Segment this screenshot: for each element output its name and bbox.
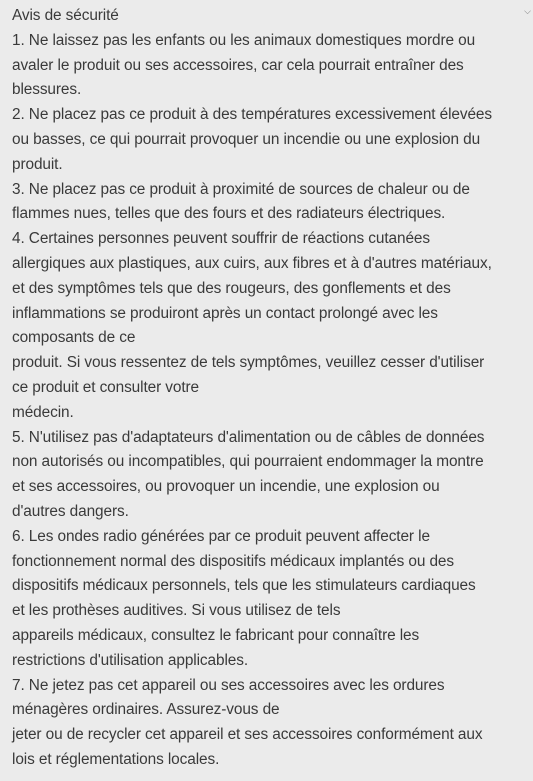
text-line: 7. Ne jetez pas cet appareil ou ses accessoires avec les ordures [12, 676, 445, 694]
text-line: fonctionnement normal des dispositifs médicaux implantés ou des [12, 552, 454, 570]
text-line: et des symptômes tels que des rougeurs, des gonflements et des [12, 279, 451, 297]
text-line: 6. Les ondes radio générées par ce produit peuvent affecter le [12, 527, 430, 545]
text-line: blessures. [12, 81, 82, 99]
text-line: dispositifs médicaux personnels, tels que les stimulateurs cardiaques [12, 577, 476, 595]
text-line: allergiques aux plastiques, aux cuirs, aux fibres et à d'autres matériaux, [12, 254, 492, 272]
text-line: restrictions d'utilisation applicables. [12, 651, 249, 669]
text-line: produit. Si vous ressentez de tels symptômes, veuillez cesser d'utiliser [12, 354, 485, 372]
text-line: d'autres dangers. [12, 502, 129, 520]
text-line: ce produit et consulter votre [12, 378, 200, 396]
text-line: 3. Ne placez pas ce produit à proximité de sources de chaleur ou de [12, 180, 470, 198]
text-line: 2. Ne placez pas ce produit à des températures excessivement élevées [12, 106, 492, 124]
text-line: composants de ce [12, 329, 136, 347]
safety-notice-document [12, 4, 527, 773]
text-line: et les prothèses auditives. Si vous utilisez de tels [12, 602, 341, 620]
text-line: et ses accessoires, ou provoquer un incendie, une explosion ou [12, 478, 440, 496]
document-title: Avis de sécurité [12, 7, 119, 24]
text-line: avaler le produit ou ses accessoires, car cela pourrait entraîner des [12, 56, 464, 74]
text-line: lois et réglementations locales. [12, 750, 220, 768]
text-line: produit. [12, 155, 63, 173]
text-line: appareils médicaux, consultez le fabricant pour connaître les [12, 626, 420, 644]
text-line: inflammations se produiront après un contact prolongé avec les [12, 304, 438, 322]
text-line: ménagères ordinaires. Assurez-vous de [12, 701, 280, 719]
text-line: non autorisés ou incompatibles, qui pourraient endommager la montre [12, 453, 484, 471]
text-line: ou basses, ce qui pourrait provoquer un incendie ou une explosion du [12, 130, 481, 148]
text-line: flammes nues, telles que des fours et des radiateurs électriques. [12, 205, 446, 223]
text-line: 5. N'utilisez pas d'adaptateurs d'alimentation ou de câbles de données [12, 428, 485, 446]
text-line: jeter ou de recycler cet appareil et ses accessoires conformément aux [12, 726, 483, 744]
text-line: 4. Certaines personnes peuvent souffrir de réactions cutanées [12, 230, 430, 248]
text-line: médecin. [12, 403, 74, 421]
text-line: 1. Ne laissez pas les enfants ou les animaux domestiques mordre ou [12, 31, 476, 49]
chevron-down-icon: ⌵ [524, 6, 531, 16]
